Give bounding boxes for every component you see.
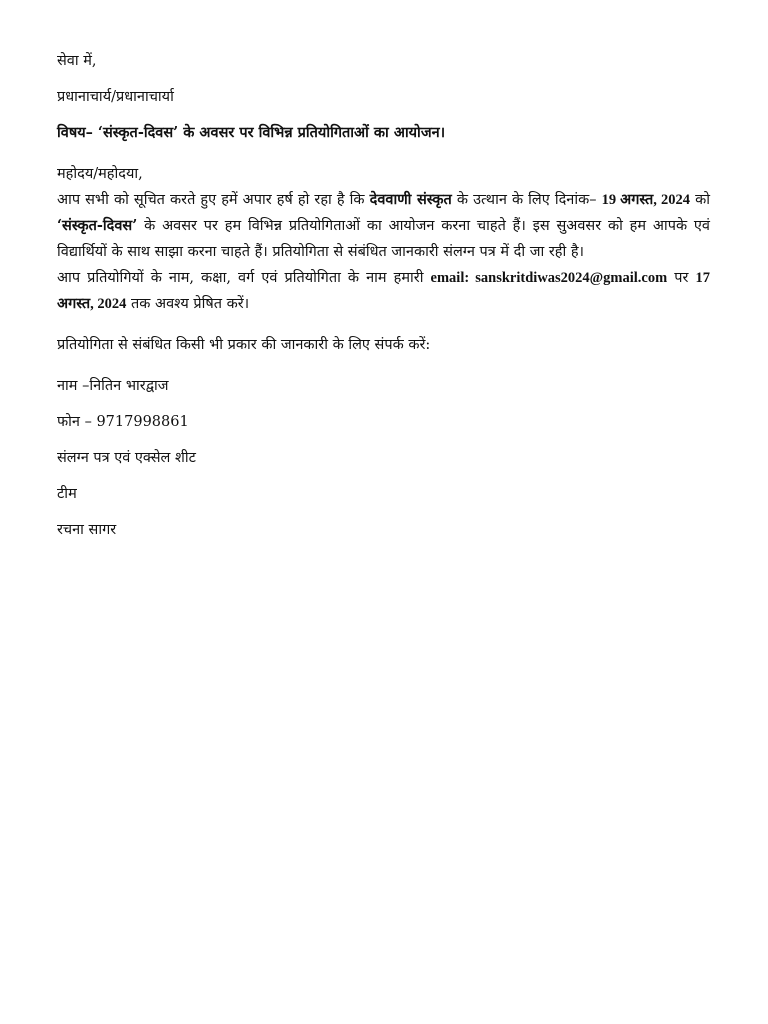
subject-prefix: विषय– xyxy=(57,124,98,141)
para2-date: 17 अगस्त, 2024 xyxy=(57,270,711,312)
subject-line xyxy=(57,120,710,146)
team-name: रचना सागर xyxy=(57,522,117,538)
attachment-note: संलग्न पत्र एवं एक्सेल शीट xyxy=(57,450,196,466)
para1-text-3: को xyxy=(690,192,710,208)
para2-text-2: पर xyxy=(667,270,696,286)
team-label: टीम xyxy=(57,486,77,502)
para1-text-2: के उत्थान के लिए दिनांक– xyxy=(451,192,602,208)
para2-text-1: आप प्रतियोगियों के नाम, कक्षा, वर्ग एवं प्रतियोगिता के नाम हमारी xyxy=(57,270,431,286)
paragraph-2 xyxy=(57,265,710,317)
salutation-to: सेवा में, xyxy=(57,53,97,69)
paragraph-1 xyxy=(57,187,710,265)
subject-quoted: ‘संस्कृत-दिवस’ xyxy=(97,124,179,141)
para1-text-1: आप सभी को सूचित करते हुए हमें अपार हर्ष हो रहा है कि xyxy=(57,192,370,208)
greeting: महोदय/महोदया, xyxy=(57,166,143,182)
subject-rest: के अवसर पर विभिन्न प्रतियोगिताओं का आयोजन। xyxy=(178,124,446,141)
contact-intro: प्रतियोगिता से संबंधित किसी भी प्रकार की जानकारी के लिए संपर्क करें: xyxy=(57,337,431,353)
contact-name: नाम –नितिन भारद्वाज xyxy=(57,378,169,394)
para1-date: 19 अगस्त, 2024 xyxy=(601,192,691,208)
email-address[interactable]: email: sanskritdiwas2024@gmail.com xyxy=(430,270,668,286)
para1-bold-1: देववाणी संस्कृत xyxy=(369,191,452,208)
para1-text-4: के अवसर पर हम विभिन्न प्रतियोगिताओं का आयोजन करना चाहते हैं। इस सुअवसर को हम आपके एवं विद्यार्थियों के साथ साझा करना चाहते हैं। प्रतियोगिता से संबंधित जानकारी संलग्न पत्र में दी जा रही है। xyxy=(57,218,710,260)
contact-phone: फोन – 9717998861 xyxy=(57,414,189,430)
para2-text-3: तक अवश्य प्रेषित करें। xyxy=(126,296,250,312)
recipient: प्रधानाचार्य/प्रधानाचार्या xyxy=(57,89,174,105)
para1-bold-3: ‘संस्कृत-दिवस’ xyxy=(57,217,138,234)
